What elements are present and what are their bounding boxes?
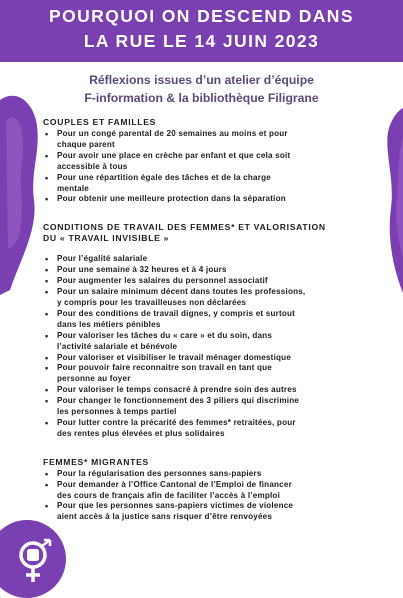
section-heading [43,222,373,244]
feminist-fist-venus-icon [10,538,56,584]
demand-item-line: • Pour valoriser le temps consacré à prendre soin des autres [57,385,297,395]
title-banner [0,0,403,62]
section-heading-line: FEMMES* MIGRANTES [43,456,149,467]
section-heading [43,117,373,128]
demand-list [43,254,373,439]
demand-item-line: • Pour un salaire minimum décent dans toutes les professions, [57,287,306,297]
section-heading [43,457,373,468]
demand-item-line: • Pour que les personnes sans-papiers victimes de violence [57,501,294,511]
demand-item-line: • Pour valoriser les tâches du « care » et du soin, dans [57,330,273,340]
demand-item [43,129,373,151]
demand-item-line: • Pour une semaine à 32 heures et à 4 jours [57,265,227,275]
page-title-line-2: LA RUE LE 14 JUIN 2023 [83,31,320,51]
section-heading-line: CONDITIONS DE TRAVAIL DES FEMMES* ET VALORISATION [43,222,326,233]
demand-list [43,129,373,205]
section-gap [43,205,373,217]
demand-item-line: • Pour la régularisation des personnes sans-papiers [57,468,262,478]
demand-item-line: • Pour des conditions de travail dignes, y compris et surtout [57,308,296,318]
demand-item-line: • Pour lutter contre la précarité des femmes* retraitées, pour [57,417,296,427]
section-heading-line: DU « TRAVAIL INVISIBLE » [43,233,170,244]
demand-item-line: • Pour augmenter les salaires du personnel associatif [57,276,268,286]
demand-item [43,173,373,195]
demand-item [43,276,373,287]
demand-item-line: • Pour une répartition égale des tâches et de la charge [57,172,271,182]
demand-item-line: dans les métiers pénibles [57,319,161,329]
demand-item-line: des cours de français afin de faciliter l’accès à l’emploi [57,490,281,500]
demands-content [43,117,373,523]
page-title-line-1: POURQUOI ON DESCEND DANS [49,6,354,26]
demand-item [43,309,373,331]
demand-item-line: • Pour l’égalité salariale [57,254,148,264]
subtitle-line-2: F-information & la bibliothèque Filigrane [84,91,319,105]
demand-item [43,469,373,480]
demand-item [43,194,373,205]
demand-item-line: accessible à tous [57,161,128,171]
demand-item [43,396,373,418]
demand-item-line: • Pour demander à l’Office Cantonal de l’Emploi de financer [57,479,292,489]
subtitle-line-1: Réflexions issues d’un atelier d’équipe [89,73,314,87]
demand-item-line: aient accès à la justice sans risquer d’être renvoyées [57,512,273,522]
demand-list [43,469,373,524]
demand-item [43,151,373,173]
demand-item-line: • Pour un congé parental de 20 semaines au moins et pour [57,129,288,138]
demand-item-line: • Pour valoriser et visibiliser le travail ménager domestique [57,352,292,362]
demand-item [43,254,373,265]
demand-item-line: mentale [57,183,89,193]
demand-item-line: • Pour pouvoir faire reconnaitre son travail en tant que [57,363,272,373]
demand-item [43,287,373,309]
demand-item-line: l’activité salariale et bénévole [57,341,178,351]
demand-item-line: personne au foyer [57,374,131,384]
demand-item [43,501,373,523]
demand-item-line: des rentes plus élevées et plus solidaires [57,428,225,438]
demand-item [43,363,373,385]
section-heading-line: COUPLES ET FAMILLES [43,117,157,127]
demand-item-line: • Pour obtenir une meilleure protection dans la séparation [57,194,286,204]
demand-item-line: chaque parent [57,139,115,149]
demand-item-line: • Pour avoir une place en crèche par enfant et que cela soit [57,150,291,160]
purple-brush-stroke-left [0,90,44,300]
demand-item [43,353,373,364]
demand-item-line: y compris pour les travailleuses non déclarées [57,297,247,307]
heading-spacer [43,244,373,253]
demand-item [43,418,373,440]
demand-item [43,480,373,502]
demand-item [43,265,373,276]
section-gap [43,440,373,452]
demand-item-line: les personnes à temps partiel [57,407,177,417]
demand-item-line: • Pour changer le fonctionnement des 3 piliers qui discrimine [57,396,300,406]
demand-item [43,331,373,353]
demand-item [43,385,373,396]
